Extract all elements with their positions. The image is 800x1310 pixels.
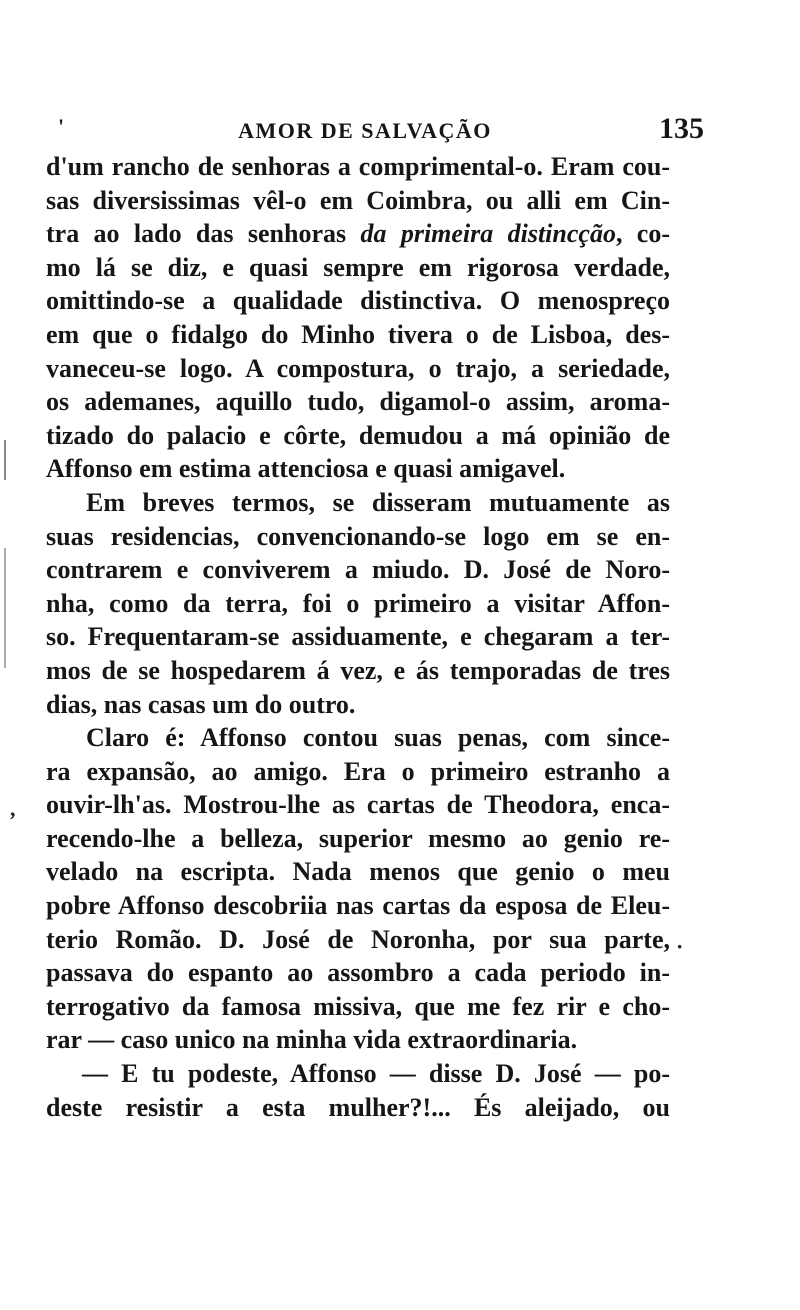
text-line: ouvir-lh'as. Mostrou-lhe as cartas de Theodora, enca- bbox=[46, 790, 670, 820]
text-line: passava do espanto ao assombro a cada periodo in- bbox=[46, 958, 670, 988]
body-text bbox=[46, 150, 670, 1124]
text-line: ra expansão, ao amigo. Era o primeiro estranho a bbox=[46, 756, 670, 786]
text-line: nha, como da terra, foi o primeiro a visitar Affon- bbox=[46, 588, 670, 618]
text-line: sas diversissimas vêl-o em Coimbra, ou alli em Cin- bbox=[46, 185, 670, 215]
text-line: mos de se hospedarem á vez, e ás temporadas de tres bbox=[46, 655, 670, 685]
text-line: mo lá se diz, e quasi sempre em rigorosa verdade, bbox=[46, 252, 670, 282]
running-head bbox=[40, 112, 704, 148]
text-line: velado na escripta. Nada menos que genio o meu bbox=[46, 857, 670, 887]
running-head-mark: ' bbox=[58, 114, 65, 139]
right-margin-mark: · bbox=[676, 934, 684, 959]
text-line: em que o fidalgo do Minho tivera o de Lisboa, des- bbox=[46, 319, 670, 349]
text-line: so. Frequentaram-se assiduamente, e chegaram a ter- bbox=[46, 622, 670, 652]
text-line: Affonso em estima attenciosa e quasi amigavel. bbox=[46, 454, 566, 484]
running-head-title: AMOR DE SALVAÇÃO bbox=[238, 118, 492, 143]
text-line bbox=[46, 217, 670, 251]
text-span: tra ao lado das senhoras bbox=[46, 219, 361, 249]
paragraph-start-line: Claro é: Affonso contou suas penas, com since- bbox=[86, 723, 670, 753]
text-line: terrogativo da famosa missiva, que me fez rir e cho- bbox=[46, 991, 670, 1021]
text-line: tizado do palacio e côrte, demudou a má opinião de bbox=[46, 420, 670, 450]
page-number: 135 bbox=[659, 112, 704, 145]
left-edge-scan-mark bbox=[4, 440, 6, 480]
italic-phrase: da primeira distincção bbox=[360, 219, 616, 249]
text-line: d'um rancho de senhoras a comprimental-o. Eram cou- bbox=[46, 152, 670, 181]
paragraph-start-line: Em breves termos, se disseram mutuamente as bbox=[86, 487, 670, 517]
paragraph-start-line: — E tu podeste, Affonso — disse D. José — po- bbox=[82, 1059, 670, 1089]
text-line: recendo-lhe a belleza, superior mesmo ao genio re- bbox=[46, 823, 670, 853]
left-edge-scan-mark bbox=[4, 548, 6, 668]
text-line: pobre Affonso descobriia nas cartas da esposa de Eleu- bbox=[46, 891, 670, 921]
text-line: terio Romão. D. José de Noronha, por sua parte, bbox=[46, 924, 670, 954]
text-line: suas residencias, convencionando-se logo em se en- bbox=[46, 521, 670, 551]
left-margin-mark: , bbox=[10, 796, 16, 821]
text-line: contrarem e conviverem a miudo. D. José de Noro- bbox=[46, 555, 670, 585]
text-line: os ademanes, aquillo tudo, digamol-o assim, aroma- bbox=[46, 387, 670, 417]
text-line: vaneceu-se logo. A compostura, o trajo, a seriedade, bbox=[46, 353, 670, 383]
text-line: deste resistir a esta mulher?!... És aleijado, ou bbox=[46, 1092, 670, 1122]
text-line: dias, nas casas um do outro. bbox=[46, 689, 356, 719]
text-line: rar — caso unico na minha vida extraordinaria. bbox=[46, 1025, 578, 1055]
text-span: , co- bbox=[615, 219, 671, 249]
text-line: omittindo-se a qualidade distinctiva. O menospreço bbox=[46, 286, 670, 316]
